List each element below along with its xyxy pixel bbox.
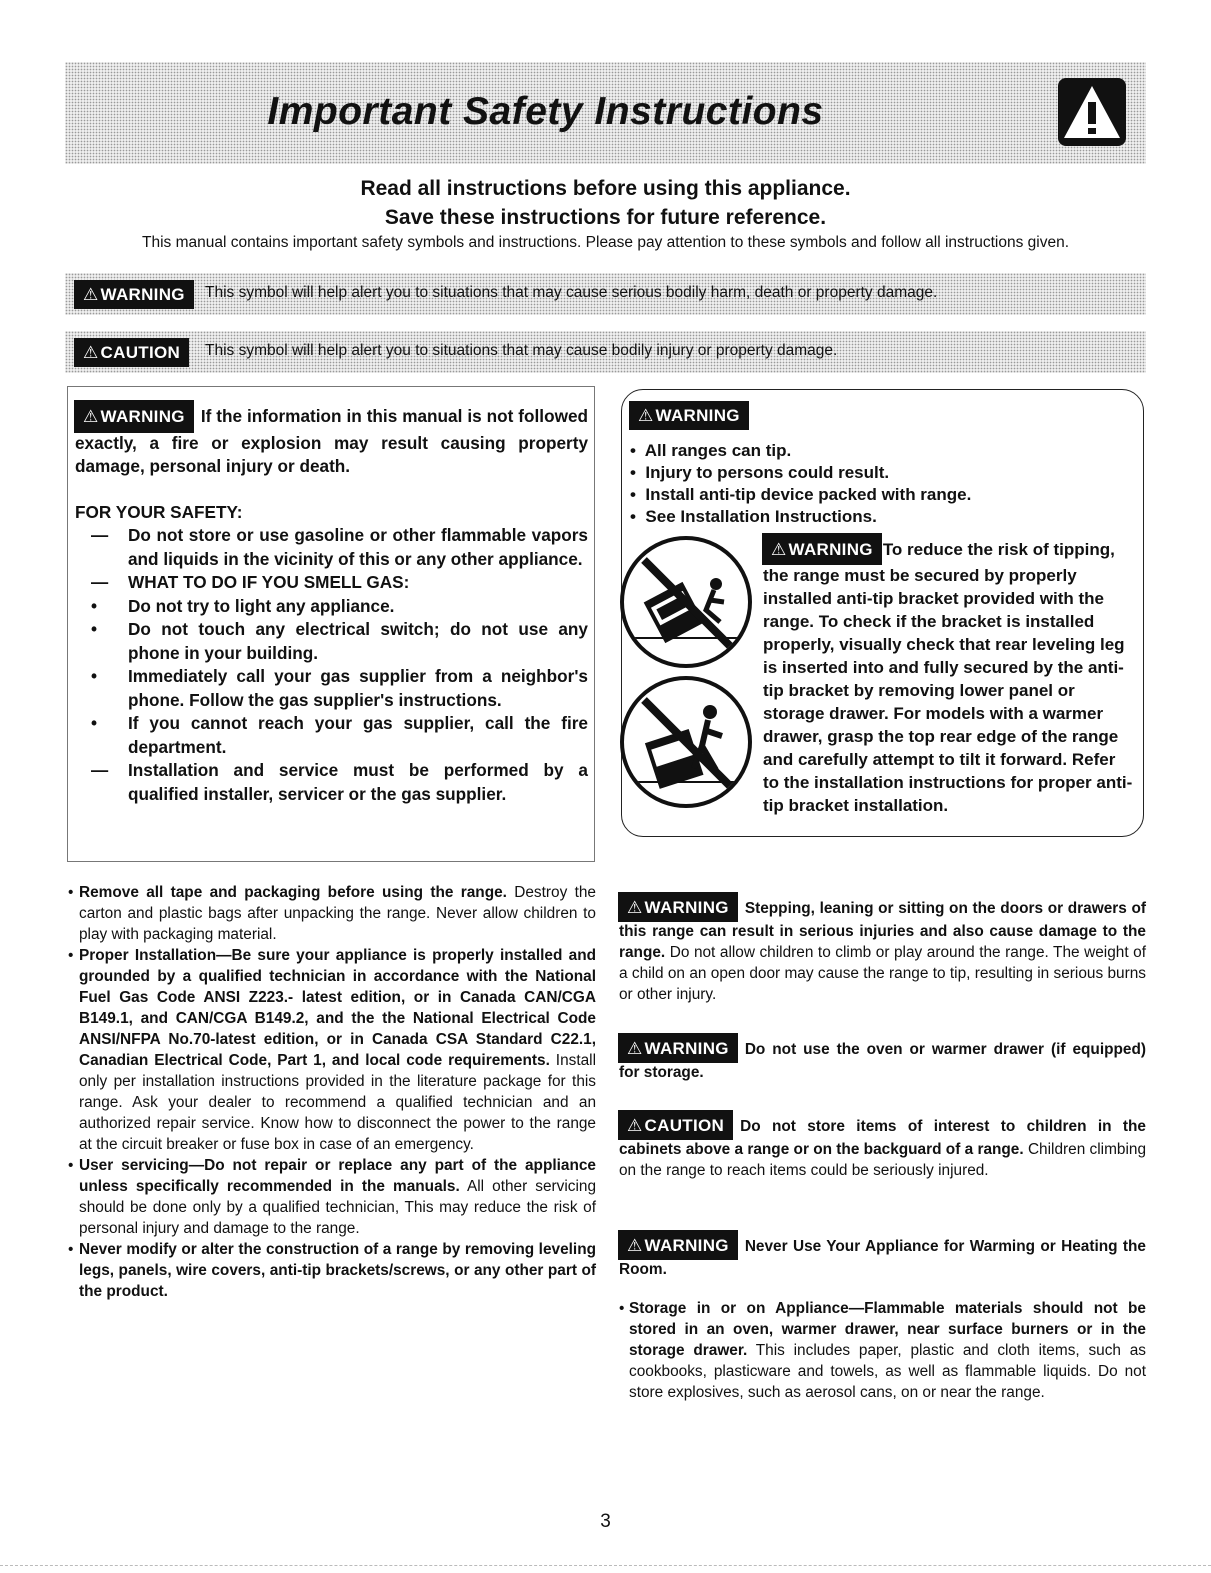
list-item: • Injury to persons could result. xyxy=(630,463,890,482)
warning-badge: ⚠ WARNING xyxy=(630,402,748,429)
list-item: • User servicing—Do not repair or replace any part of the appliance unless specifically recommended in the manuals. All other servicing should be done only by a qualified technician, This may reduce the risk of personal injury and damage to the range. xyxy=(68,1157,597,1237)
range-tipping-icon xyxy=(620,536,752,668)
child-on-door-icon xyxy=(620,676,752,808)
page-number: 3 xyxy=(600,1511,611,1532)
caution-badge: ⚠ CAUTION xyxy=(619,1111,732,1139)
anti-tip-instructions: ⚠ WARNING To reduce the risk of tipping, the range must be secured by properly installed anti-tip bracket provided with the range. To check if the bracket is installed properly, visually check that rear leveling leg is inserted into and fully secured by the anti-tip bracket by removing lower panel or storage drawer. For models with a warmer drawer, grasp the top rear edge of the range and carefully attempt to tilt it forward. Refer to the installation instructions for proper anti-tip bracket installation. xyxy=(763,534,1135,817)
warning-triangle-icon: ⚠ xyxy=(627,1116,643,1135)
left-safety-column xyxy=(68,882,596,1302)
list-item: — Do not store or use gasoline or other flammable vapors and liquids in the vicinity of this or any other appliance. xyxy=(91,525,588,569)
tip-bullets xyxy=(630,440,971,528)
safety-heading: FOR YOUR SAFETY: xyxy=(75,501,243,522)
children-caution: ⚠ CAUTION Do not store items of interest to children in the cabinets above a range or on the backguard of a range. Children climbing on the range to reach items could be seriously injured. xyxy=(619,1111,1146,1181)
bottom-divider xyxy=(0,1565,1211,1567)
warning-triangle-icon: ⚠ xyxy=(627,898,643,917)
list-item: • Do not touch any electrical switch; do not use any phone in your building. xyxy=(91,619,588,663)
warning-badge: ⚠ WARNING xyxy=(619,1231,737,1259)
warning-badge: ⚠ WARNING xyxy=(619,1034,737,1062)
storage-note: • Storage in or on Appliance—Flammable materials should not be stored in an oven, warmer drawer, near surface burners or in the storage drawer. This includes paper, plastic and cloth items, such as cookbooks, plasticware and towels, as well as flammable liquids. Do not store explosives, such as aerosol cans, on or near the range. xyxy=(619,1300,1146,1401)
warning-triangle-icon: ⚠ xyxy=(638,406,654,425)
warning-triangle-icon: ⚠ xyxy=(771,540,787,559)
subtitle-save: Save these instructions for future reference. xyxy=(384,206,827,229)
warning-badge: ⚠ WARNING xyxy=(75,281,193,308)
list-item: • Install anti-tip device packed with range. xyxy=(630,485,972,504)
warning-triangle-icon: ⚠ xyxy=(83,343,99,362)
caution-legend-text: This symbol will help alert you to situations that may cause bodily injury or property damage. xyxy=(205,342,838,359)
list-item: — WHAT TO DO IF YOU SMELL GAS: xyxy=(91,572,410,592)
intro-text: This manual contains important safety symbols and instructions. Please pay attention to these symbols and follow all instructions given. xyxy=(141,234,1070,251)
list-item: • If you cannot reach your gas supplier, call the fire department. xyxy=(91,713,588,757)
storage-oven-warning: ⚠ WARNING Do not use the oven or warmer drawer (if equipped) for storage. xyxy=(619,1034,1146,1083)
caution-badge: ⚠ CAUTION xyxy=(75,339,188,366)
title-banner xyxy=(65,62,1146,164)
list-item: • All ranges can tip. xyxy=(630,441,792,460)
warning-triangle-icon xyxy=(1058,78,1126,146)
page-title: Important Safety Instructions xyxy=(267,90,824,133)
warning-triangle-icon: ⚠ xyxy=(83,285,99,304)
subtitle-read: Read all instructions before using this appliance. xyxy=(360,177,851,200)
warning-badge: ⚠ WARNING xyxy=(619,893,737,921)
tip-warning-box xyxy=(621,389,1144,837)
heating-warning: ⚠ WARNING Never Use Your Appliance for Warming or Heating the Room. xyxy=(619,1231,1146,1280)
list-item: • See Installation Instructions. xyxy=(630,507,877,526)
warning-badge: ⚠ WARNING xyxy=(763,534,881,564)
list-item: • Do not try to light any appliance. xyxy=(91,595,395,616)
warning-badge: ⚠ WARNING xyxy=(75,401,193,432)
list-item: • Proper Installation—Be sure your appliance is properly installed and grounded by a qualified technician in accordance with the National Fuel Gas Code ANSI Z223.- latest edition, or in Canada CAN/CGA B149.1, and CAN/CGA B149.2, and the the National Electrical Code ANSI/NFPA No.70-latest edition, or in Canada CSA Standard C22.1, Canadian Electrical Code, Part 1, and local code requirements. Install only per installation instructions provided in the literature package for this range. Ask your dealer to recommend a qualified technician and an authorized repair service. Know how to disconnect the power to the range at the circuit breaker or fuse box in case of an emergency. xyxy=(68,947,596,1153)
gas-warning-lead: ⚠ WARNING If the information in this manual is not followed exactly, a fire or explosion may result causing property damage, personal injury or death. xyxy=(75,401,588,479)
warning-triangle-icon: ⚠ xyxy=(627,1236,643,1255)
warning-triangle-icon: ⚠ xyxy=(627,1039,643,1058)
warning-legend xyxy=(65,273,1146,315)
stepping-warning: ⚠ WARNING Stepping, leaning or sitting on the doors or drawers of this range can result in serious injuries and also cause damage to the range. Do not allow children to climb or play around the range. The weight of a child on an open door may cause the range to tip, resulting in serious burns or other injury. xyxy=(619,893,1146,1005)
warning-triangle-icon: ⚠ xyxy=(83,407,99,426)
list-item: — Installation and service must be performed by a qualified installer, servicer or the gas supplier. xyxy=(91,760,588,804)
gas-warning-box xyxy=(67,386,595,862)
list-item: • Immediately call your gas supplier from a neighbor's phone. Follow the gas supplier's instructions. xyxy=(91,666,588,710)
caution-legend xyxy=(65,331,1146,373)
list-item: • Remove all tape and packaging before using the range. Destroy the carton and plastic bags after unpacking the range. Never allow children to play with packaging material. xyxy=(68,884,596,943)
warning-legend-text: This symbol will help alert you to situations that may cause serious bodily harm, death or property damage. xyxy=(205,284,938,301)
list-item: • Never modify or alter the construction of a range by removing leveling legs, panels, wire covers, anti-tip brackets/screws, or any other part of the product. xyxy=(68,1241,596,1300)
